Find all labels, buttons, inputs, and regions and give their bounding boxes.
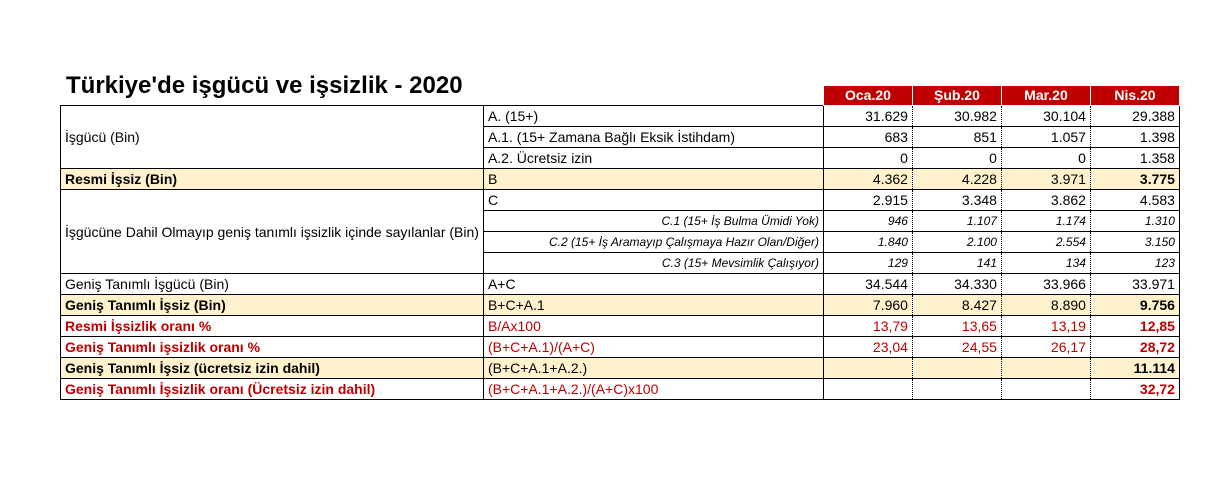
- header-blank: [61, 86, 484, 106]
- value-cell: 24,55: [912, 337, 1001, 358]
- value-cell: 11.114: [1090, 358, 1179, 379]
- value-cell: 4.228: [912, 169, 1001, 190]
- value-cell: 1.107: [912, 211, 1001, 232]
- value-cell: [823, 358, 912, 379]
- row-label: Geniş Tanımlı işsizlik oranı %: [61, 337, 484, 358]
- value-cell: 8.890: [1001, 295, 1090, 316]
- value-cell: 34.330: [912, 274, 1001, 295]
- value-cell: 28,72: [1090, 337, 1179, 358]
- header-blank: [483, 86, 823, 106]
- value-cell: 13,79: [823, 316, 912, 337]
- value-cell: 1.358: [1090, 148, 1179, 169]
- value-cell: 129: [823, 253, 912, 274]
- value-cell: 23,04: [823, 337, 912, 358]
- value-cell: 1.174: [1001, 211, 1090, 232]
- table-row: [61, 106, 1180, 127]
- table-row: [61, 190, 1180, 211]
- formula-cell: A. (15+): [483, 106, 823, 127]
- value-cell: 13,19: [1001, 316, 1090, 337]
- value-cell: 1.840: [823, 232, 912, 253]
- value-cell: 123: [1090, 253, 1179, 274]
- table-row: [61, 295, 1180, 316]
- row-label: Resmi İşsizlik oranı %: [61, 316, 484, 337]
- value-cell: 12,85: [1090, 316, 1179, 337]
- row-label-labor-force: İşgücü (Bin): [61, 106, 484, 169]
- header-row: [61, 86, 1180, 106]
- value-cell: 946: [823, 211, 912, 232]
- value-cell: 7.960: [823, 295, 912, 316]
- page-title: Türkiye'de işgücü ve işsizlik - 2020: [66, 72, 463, 99]
- value-cell: 3.862: [1001, 190, 1090, 211]
- row-label: Geniş Tanımlı İşsizlik oranı (Ücretsiz izin dahil): [61, 379, 484, 400]
- value-cell: 0: [823, 148, 912, 169]
- value-cell: 4.583: [1090, 190, 1179, 211]
- labor-statistics-table: [60, 85, 1180, 400]
- formula-cell: (B+C+A.1)/(A+C): [483, 337, 823, 358]
- value-cell: 2.100: [912, 232, 1001, 253]
- formula-cell: A.1. (15+ Zamana Bağlı Eksik İstihdam): [483, 127, 823, 148]
- value-cell: 31.629: [823, 106, 912, 127]
- table-row: [61, 358, 1180, 379]
- value-cell: 13,65: [912, 316, 1001, 337]
- month-header: Şub.20: [912, 86, 1001, 106]
- row-label-outside-labor-force: İşgücüne Dahil Olmayıp geniş tanımlı işsizlik içinde sayılanlar (Bin): [61, 190, 484, 274]
- formula-cell: C.3 (15+ Mevsimlik Çalışıyor): [483, 253, 823, 274]
- formula-cell: B+C+A.1: [483, 295, 823, 316]
- value-cell: 9.756: [1090, 295, 1179, 316]
- value-cell: 3.971: [1001, 169, 1090, 190]
- formula-cell: C: [483, 190, 823, 211]
- table-row: [61, 316, 1180, 337]
- table-row: [61, 169, 1180, 190]
- value-cell: 26,17: [1001, 337, 1090, 358]
- value-cell: 30.982: [912, 106, 1001, 127]
- value-cell: 3.775: [1090, 169, 1179, 190]
- value-cell: 0: [912, 148, 1001, 169]
- value-cell: 683: [823, 127, 912, 148]
- table-row: [61, 274, 1180, 295]
- month-header: Mar.20: [1001, 86, 1090, 106]
- value-cell: 1.310: [1090, 211, 1179, 232]
- formula-cell: A.2. Ücretsiz izin: [483, 148, 823, 169]
- value-cell: [1001, 358, 1090, 379]
- formula-cell: A+C: [483, 274, 823, 295]
- formula-cell: C.1 (15+ İş Bulma Ümidi Yok): [483, 211, 823, 232]
- value-cell: [1001, 379, 1090, 400]
- value-cell: 33.966: [1001, 274, 1090, 295]
- formula-cell: B/Ax100: [483, 316, 823, 337]
- value-cell: 0: [1001, 148, 1090, 169]
- value-cell: [912, 379, 1001, 400]
- table-row: [61, 379, 1180, 400]
- value-cell: 134: [1001, 253, 1090, 274]
- formula-cell: C.2 (15+ İş Aramayıp Çalışmaya Hazır Olan/Diğer): [483, 232, 823, 253]
- value-cell: 3.348: [912, 190, 1001, 211]
- value-cell: 29.388: [1090, 106, 1179, 127]
- value-cell: 4.362: [823, 169, 912, 190]
- value-cell: 30.104: [1001, 106, 1090, 127]
- row-label: Geniş Tanımlı İşsiz (ücretsiz izin dahil): [61, 358, 484, 379]
- value-cell: [912, 358, 1001, 379]
- value-cell: [823, 379, 912, 400]
- value-cell: 141: [912, 253, 1001, 274]
- value-cell: 851: [912, 127, 1001, 148]
- value-cell: 2.554: [1001, 232, 1090, 253]
- value-cell: 8.427: [912, 295, 1001, 316]
- month-header: Oca.20: [823, 86, 912, 106]
- value-cell: 33.971: [1090, 274, 1179, 295]
- formula-cell: (B+C+A.1+A.2.): [483, 358, 823, 379]
- value-cell: 3.150: [1090, 232, 1179, 253]
- table-row: [61, 337, 1180, 358]
- value-cell: 2.915: [823, 190, 912, 211]
- month-header: Nis.20: [1090, 86, 1179, 106]
- value-cell: 32,72: [1090, 379, 1179, 400]
- formula-cell: (B+C+A.1+A.2.)/(A+C)x100: [483, 379, 823, 400]
- value-cell: 1.057: [1001, 127, 1090, 148]
- formula-cell: B: [483, 169, 823, 190]
- value-cell: 34.544: [823, 274, 912, 295]
- row-label: Geniş Tanımlı İşsiz (Bin): [61, 295, 484, 316]
- row-label: Resmi İşsiz (Bin): [61, 169, 484, 190]
- value-cell: 1.398: [1090, 127, 1179, 148]
- row-label: Geniş Tanımlı İşgücü (Bin): [61, 274, 484, 295]
